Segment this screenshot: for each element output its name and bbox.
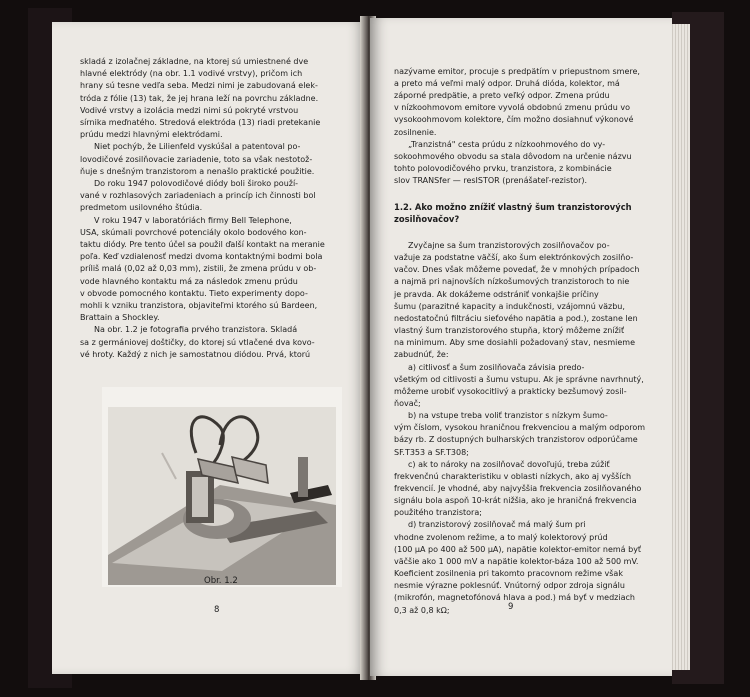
text-line: V roku 1947 v laboratóriách firmy Bell Telephone, <box>94 215 292 225</box>
text-line: a) citlivosť a šum zosilňovača závisia predo- <box>408 362 585 372</box>
text-line: zosilnenie. <box>394 127 437 137</box>
text-line: važuje za podstatne väčší, ako šum elektrónkových zosilňo- <box>394 253 634 263</box>
text-line: v obvode pomocného kontaktu. Tieto experimenty dopo- <box>80 288 308 298</box>
text-line: použitého tranzistora; <box>394 508 482 518</box>
text-line: tróda z fólie (13) tak, že jej hrana leží na povrchu základne. <box>80 93 319 103</box>
text-line: USA, skúmali povrchové potenciály okolo bodového kon- <box>80 227 307 237</box>
text-line: skladá z izolačnej základne, na ktorej sú umiestnené dve <box>80 57 309 66</box>
text-line: väčšie ako 1 000 mV a napätie kolektor-báza 100 až 500 mV. <box>394 556 639 566</box>
text-line: hlavné elektródy (na obr. 1.1 vodivé vrstvy), pričom ich <box>80 69 303 79</box>
text-line: 1.2. Ako možno znížiť vlastný šum tranzistorových <box>394 202 632 212</box>
text-line: Vodivé vrstvy a izolácia medzi nimi sú pokryté vrstvou <box>80 105 299 115</box>
text-line: nesmie výrazne poklesnúť. Vnútorný odpor zdroja signálu <box>394 581 625 591</box>
text-line: c) ak to nároky na zosilňovač dovoľujú, treba zúžiť <box>408 459 610 469</box>
text-line: poľa. Keď vzdialenosť medzi dvoma kontaktnými bodmi bola <box>80 252 323 262</box>
text-line: sokoohmového obvodu sa stala dôvodom na určenie názvu <box>394 151 632 161</box>
first-transistor-image <box>102 387 342 587</box>
text-line: taktu diódy. Pre tento účel sa použil ďalší kontakt na meranie <box>80 240 325 249</box>
page-edges <box>672 24 690 670</box>
text-line: sírnika meďnatého. Stredová elektróda (13) riadi pretekanie <box>80 118 321 127</box>
text-line: šumu (parazitné kapacity a indukčnosti, vzájomnú väzbu, <box>394 301 625 311</box>
text-line: na minimum. Aby sme dosiahli požadovaný stav, nesmieme <box>394 338 636 348</box>
text-line: ňuje s dnešným tranzistorom a nenašlo praktické použitie. <box>80 166 315 176</box>
text-line: vhodne zvolenom režime, a to malý kolektorový prúd <box>394 532 608 542</box>
text-line: nazývame emitor, procuje s predpätím v priepustnom smere, <box>394 67 640 76</box>
text-line: SF.T353 a SF.T308; <box>394 447 469 457</box>
text-line: vé hroty. Každý z nich je samostatnou diódou. Prvá, ktorú <box>80 349 311 359</box>
text-line: ňovač; <box>394 398 421 408</box>
text-line: vačov. Dnes však môžeme povedať, že v mnohých prípadoch <box>394 265 640 275</box>
text-line: Zvyčajne sa šum tranzistorových zosilňovačov po- <box>408 241 610 250</box>
text-line: slov TRANSfer — resISTOR (prenášateľ-rezistor). <box>394 175 588 185</box>
text-line: môžeme urobiť vysokocitlivý a prakticky bezšumový zosil- <box>394 386 627 396</box>
text-line: sa z germániovej doštičky, do ktorej sú vtlačené dva kovo- <box>80 337 315 347</box>
text-line: v nízkoohmovom emitore vyvolá obdobnú zmenu prúdu vo <box>394 103 631 113</box>
text-line: d) tranzistorový zosilňovač má malý šum pri <box>408 520 586 530</box>
text-line: vané v rozhlasových zariadeniach a princíp ich činnosti bol <box>80 191 316 201</box>
text-line: tohto polovodičového prvku, tranzistora, z kombinácie <box>394 163 612 173</box>
text-line: (mikrofón, magnetofónová hlava a pod.) má byť v medziach <box>394 593 635 603</box>
text-line: vým číslom, vysokou hraničnou frekvenciou a malým odporom <box>394 423 646 433</box>
text-line: bázy rb. Z dostupných bulharských tranzistorov odporúčame <box>394 435 638 445</box>
text-line: (100 μA po 400 až 500 μA), napätie kolektor-emitor nemá byť <box>394 544 642 554</box>
text-line: vode hlavného kontaktu má za následok zmenu prúdu <box>80 276 298 286</box>
transistor-photo <box>102 387 342 587</box>
text-line: všetkým od citlivosti a šumu vstupu. Ak je správne navrhnutý, <box>394 374 644 384</box>
text-line: mohli k vzniku tranzistora, objaviteľmi ktorého sú Bardeen, <box>80 301 318 310</box>
text-line: vysokoohmovom kolektore, čím možno dosiahnuť výkonové <box>394 115 634 125</box>
text-line: Brattain a Shockley. <box>80 313 160 323</box>
text-line: signálu bola aspoň 10-krát nižšia, ako je hraničná frekvencia <box>394 496 637 506</box>
figure-caption: Obr. 1.2 <box>204 576 238 586</box>
text-line: príliš malá (0,02 až 0,03 mm), zistili, že zmena prúdu v ob- <box>80 264 317 274</box>
text-line: prúdu medzi hlavnými elektródami. <box>80 130 223 140</box>
text-line: Niet pochýb, že Lilienfeld vyskúšal a patentoval po- <box>94 142 301 152</box>
left-page <box>52 22 366 674</box>
text-line: je pravda. Ak dokážeme odstrániť vonkajšie príčiny <box>394 289 599 299</box>
text-line: a najmä pri najnovších nízkošumových tranzistoroch to nie <box>394 277 630 287</box>
text-line: „Tranzistná" cesta prúdu z nízkoohmového do vy- <box>408 139 606 149</box>
page-number-left: 8 <box>214 605 220 615</box>
text-line: nedostatočnú filtráciu sieťového napätia a pod.), zostane len <box>394 313 638 323</box>
text-line: Na obr. 1.2 je fotografia prvého tranzistora. Skladá <box>94 325 298 335</box>
text-line: predmetom usilovného štúdia. <box>80 203 203 213</box>
text-line: lovodičové zosilňovacie zariadenie, toto sa však nestotož- <box>80 154 313 164</box>
text-line: 0,3 až 0,8 kΩ; <box>394 605 450 615</box>
text-line: frekvenčnú charakteristiku v oblasti nízkych, ako aj vyšších <box>394 471 632 481</box>
text-line: Do roku 1947 polovodičové diódy boli široko použí- <box>94 179 299 188</box>
text-line: b) na vstupe treba voliť tranzistor s nízkym šumo- <box>408 411 608 421</box>
text-line: a preto má veľmi malý odpor. Druhá dióda, kolektor, má <box>394 79 620 89</box>
text-line: frekvencií. Je vhodné, aby najvyššia frekvencia zosilňovaného <box>394 484 642 493</box>
text-line: záporné predpätie, a preto veľký odpor. Zmena prúdu <box>394 91 610 101</box>
text-line: zosilňovačov? <box>394 214 460 224</box>
text-line: hrany sú tesne vedľa seba. Medzi nimi je zabudovaná elek- <box>80 81 318 91</box>
page-number-right: 9 <box>508 602 514 612</box>
text-line: zabudnúť, že: <box>394 350 449 360</box>
text-line: vlastný šum tranzistorového stupňa, ktorý môžeme znížiť <box>394 326 625 336</box>
right-page <box>370 18 672 676</box>
text-line: Koeficient zosilnenia pri takomto pracovnom režime však <box>394 569 623 579</box>
